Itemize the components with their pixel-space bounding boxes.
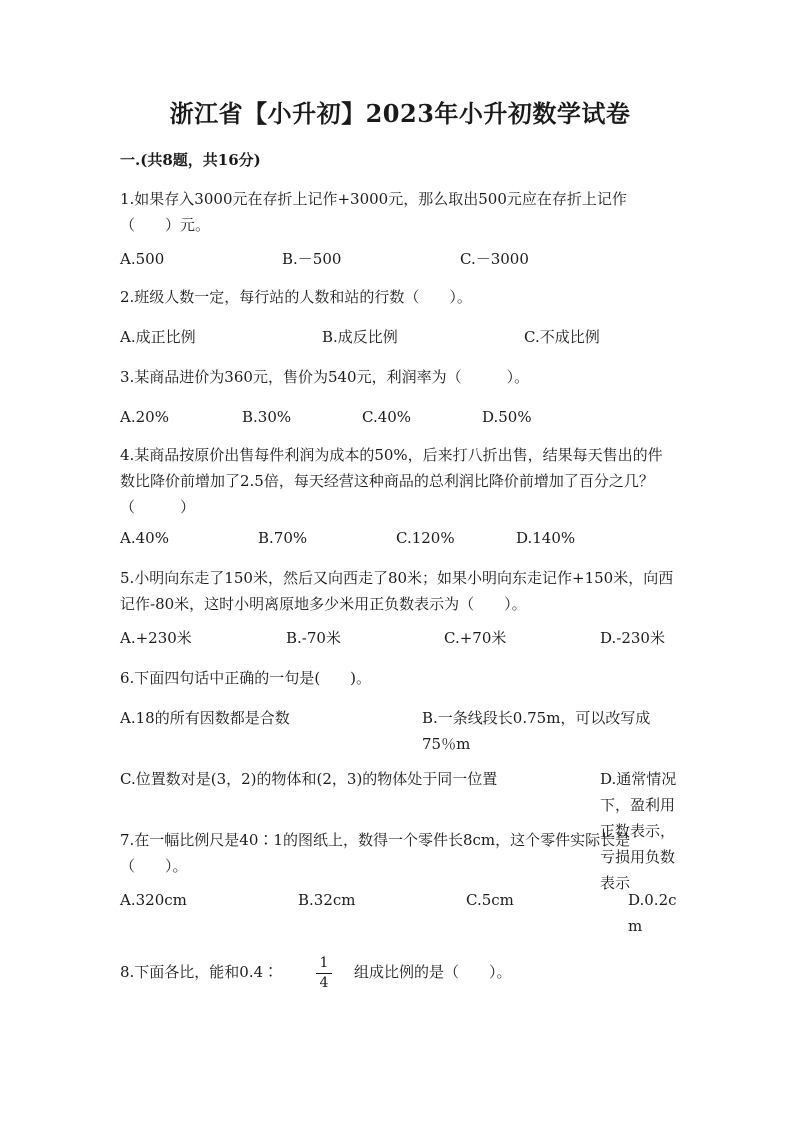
fraction-bar bbox=[316, 973, 332, 974]
question-7: 7.在一幅比例尺是40∶1的图纸上，数得一个零件长8cm，这个零件实际长是（ ）。 bbox=[120, 831, 631, 875]
q7-option-c[interactable]: C.5cm bbox=[466, 891, 514, 909]
q3-option-b[interactable]: B.30% bbox=[242, 408, 292, 426]
q7-option-b[interactable]: B.32cm bbox=[298, 891, 356, 909]
q4-option-d[interactable]: D.140% bbox=[516, 529, 576, 547]
q5-option-d[interactable]: D.-230米 bbox=[600, 629, 665, 647]
question-8-suffix: 组成比例的是（ ）。 bbox=[354, 963, 512, 981]
q4-option-c[interactable]: C.120% bbox=[396, 529, 455, 547]
page-title: 浙江省【小升初】2023年小升初数学试卷 bbox=[169, 99, 631, 128]
q4-option-a[interactable]: A.40% bbox=[120, 529, 169, 547]
fraction-denominator: 4 bbox=[319, 975, 329, 991]
section-heading: 一.(共8题，共16分) bbox=[120, 151, 261, 169]
q3-option-c[interactable]: C.40% bbox=[362, 408, 412, 426]
q2-option-b[interactable]: B.成反比例 bbox=[322, 328, 398, 346]
question-4: 4.某商品按原价出售每件利润为成本的50%，后来打八折出售，结果每天售出的件数比降价前增加了2.5倍，每天经营这种商品的总利润比降价前增加了百分之几？（ ） bbox=[120, 446, 663, 516]
fraction-one-quarter bbox=[314, 955, 334, 992]
q2-option-a[interactable]: A.成正比例 bbox=[120, 328, 196, 346]
q3-option-a[interactable]: A.20% bbox=[120, 408, 169, 426]
question-3: 3.某商品进价为360元，售价为540元，利润率为（ ）。 bbox=[120, 368, 530, 386]
q7-option-d[interactable]: D.0.2cm bbox=[628, 891, 677, 935]
q5-option-a[interactable]: A.+230米 bbox=[120, 629, 192, 647]
q1-option-c[interactable]: C.－3000 bbox=[460, 250, 529, 268]
q6-option-a[interactable]: A.18的所有因数都是合数 bbox=[120, 709, 290, 727]
q1-option-b[interactable]: B.－500 bbox=[282, 250, 342, 268]
q1-option-a[interactable]: A.500 bbox=[120, 250, 165, 268]
question-5: 5.小明向东走了150米，然后又向西走了80米；如果小明向东走记作+150米，向西记作-80米，这时小明离原地多少米用正负数表示为（ ）。 bbox=[120, 569, 674, 613]
q5-option-c[interactable]: C.+70米 bbox=[444, 629, 507, 647]
q2-option-c[interactable]: C.不成比例 bbox=[524, 328, 600, 346]
q6-option-d[interactable]: D.通常情况下，盈利用正数表示，亏损用负数表示 bbox=[600, 770, 677, 892]
q5-option-b[interactable]: B.-70米 bbox=[286, 629, 341, 647]
question-2: 2.班级人数一定，每行站的人数和站的行数（ ）。 bbox=[120, 288, 472, 306]
q6-option-b[interactable]: B.一条线段长0.75m，可以改写成75％m bbox=[422, 709, 651, 753]
question-1: 1.如果存入3000元在存折上记作+3000元，那么取出500元应在存折上记作（ ）元。 bbox=[120, 190, 627, 234]
fraction-numerator: 1 bbox=[319, 955, 329, 971]
q6-option-c[interactable]: C.位置数对是(3，2)的物体和(2，3)的物体处于同一位置 bbox=[120, 770, 498, 788]
question-8-prefix: 8.下面各比，能和0.4∶ bbox=[120, 963, 279, 981]
q7-option-a[interactable]: A.320cm bbox=[120, 891, 187, 909]
q4-option-b[interactable]: B.70% bbox=[258, 529, 308, 547]
q3-option-d[interactable]: D.50% bbox=[482, 408, 532, 426]
question-6: 6.下面四句话中正确的一句是( )。 bbox=[120, 669, 372, 687]
